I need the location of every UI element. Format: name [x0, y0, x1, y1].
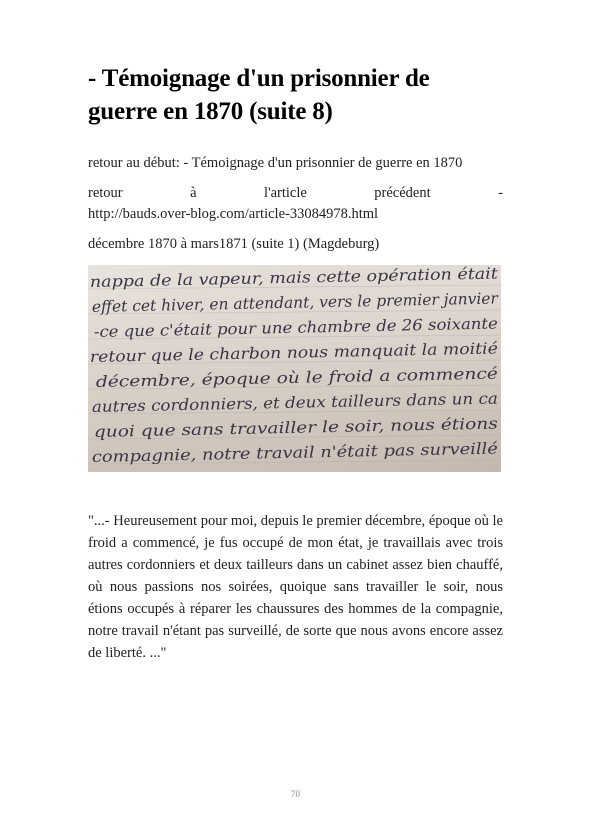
- handwritten-line: retour que le charbon nous manquait la moitié: [89, 340, 457, 366]
- previous-article-url[interactable]: http://bauds.over-blog.com/article-33084978.html: [88, 206, 379, 222]
- previous-article-word: à: [190, 185, 197, 201]
- page-number: 70: [291, 789, 300, 799]
- handwritten-line: compagnie, notre travail n'était pas surveillé: [91, 440, 445, 466]
- manuscript-svg: [88, 265, 501, 472]
- previous-article-word: l'article: [263, 185, 307, 201]
- handwritten-line: -ce que c'était pour une chambre de 26 soixante: [93, 315, 474, 341]
- document-page: [88, 62, 503, 679]
- quoted-testimony: "...- Heureusement pour moi, depuis le premier décembre, époque où le froid a commencé, je fus occupé de mon état, je travaillais avec trois autres cordonniers et deux tailleurs dans un cabinet assez bien chauffé, où nous passions nos soirées, quoique sans travailler le soir, nous étions occupés à réparer les chaussures des hommes de la compagnie, notre travail n'étant pas surveillé, de sorte que nous avons encore assez de liberté. ...": [88, 513, 503, 661]
- handwritten-line: effet cet hiver, en attendant, vers le premier janvier: [91, 289, 500, 316]
- handwritten-manuscript-image: [88, 265, 501, 472]
- previous-article-word: -: [498, 185, 503, 201]
- article-title: - Témoignage d'un prisonnier de guerre en 1870 (suite 8): [88, 65, 430, 125]
- return-to-start-link[interactable]: retour au début: - Témoignage d'un prisonnier de guerre en 1870: [88, 155, 463, 171]
- previous-article-paragraph: [88, 183, 503, 225]
- handwritten-line: nappa de la vapeur, mais cette opération était: [89, 265, 452, 291]
- handwritten-line: décembre, époque où le froid a commencé: [95, 365, 431, 391]
- handwritten-line: autres cordonniers, et deux tailleurs dans un ca: [91, 390, 469, 416]
- section-heading: décembre 1870 à mars1871 (suite 1) (Magdeburg): [88, 236, 380, 252]
- previous-article-label: [88, 183, 503, 204]
- previous-article-word: retour: [88, 185, 123, 201]
- handwritten-line: quoi que sans travailler le soir, nous étions: [93, 415, 432, 441]
- previous-article-word: précédent: [374, 185, 431, 201]
